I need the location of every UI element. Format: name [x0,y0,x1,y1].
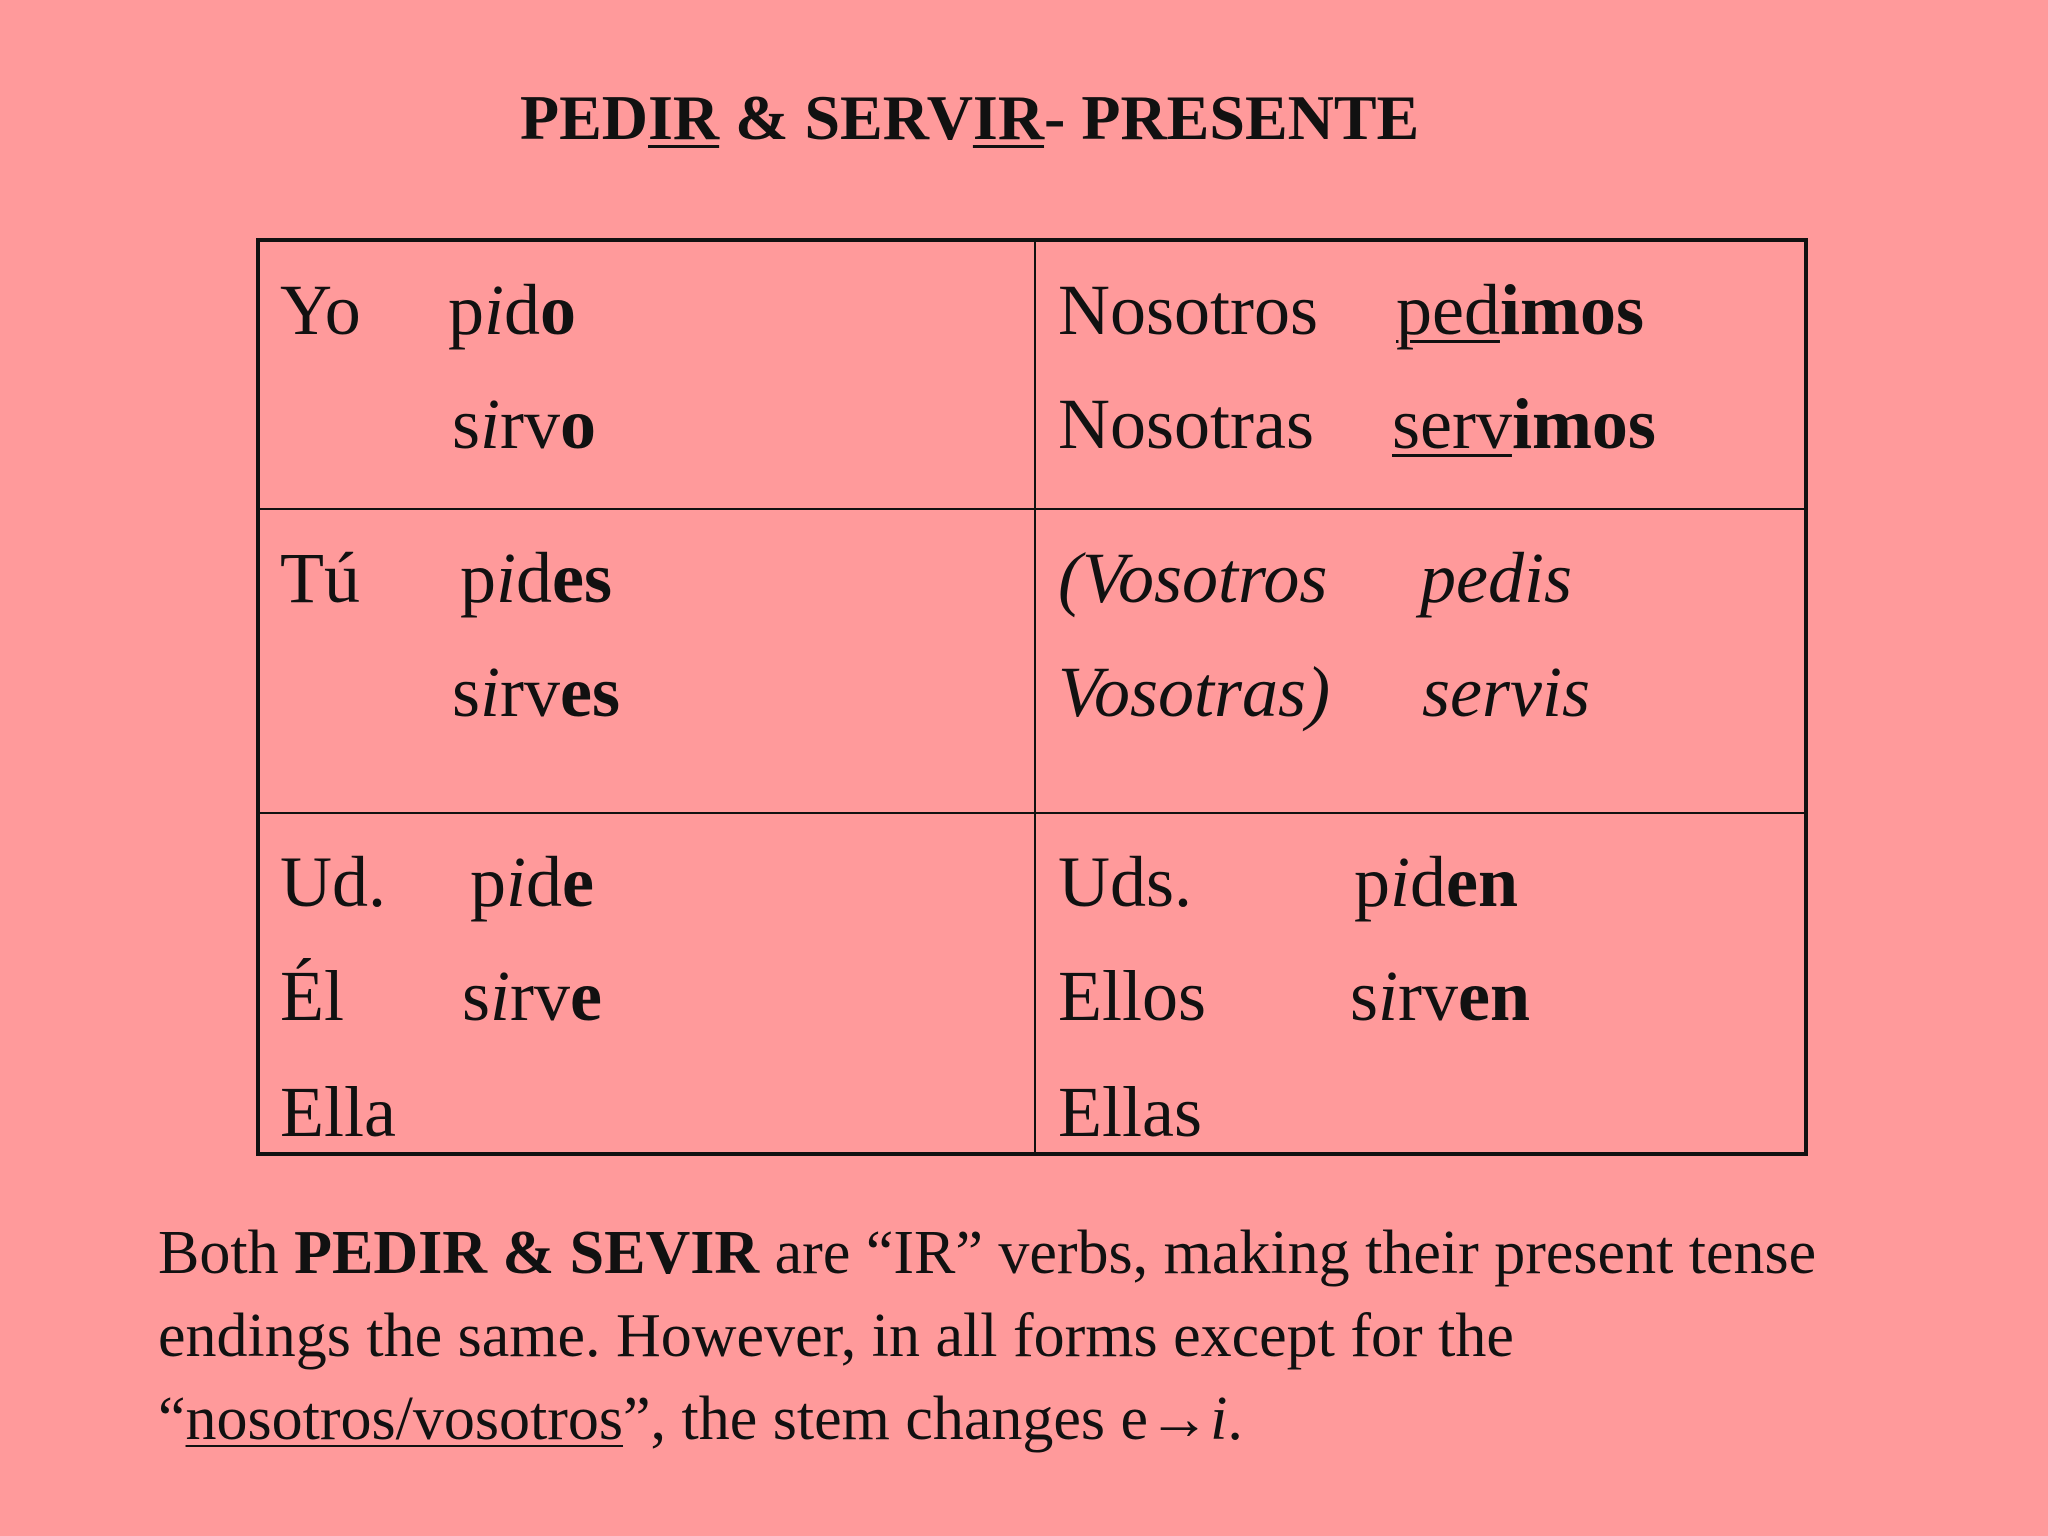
verb-uds-pedir: piden [1354,842,1519,922]
pronoun-ellas: Ellas [1058,1072,1202,1152]
note-underlined-forms: nosotros/vosotros [185,1385,624,1453]
verb-ud-pedir: pide [470,842,594,922]
table-divider-vertical [1034,242,1036,1152]
conjugation-table [256,238,1808,1156]
verb-uds-servir: sirven [1350,956,1531,1036]
slide-title [520,82,1420,153]
verb-nosotros-pedir: pedimos [1396,270,1644,350]
pronoun-uds: Uds. [1058,842,1193,922]
pronoun-nosotras: Nosotras [1058,384,1314,464]
pronoun-yo: Yo [280,270,361,350]
table-divider-row-1 [260,508,1804,510]
verb-ud-servir: sirve [462,956,602,1036]
title-ending-ir-2: IR [972,82,1045,153]
verb-yo-servir: sirvo [452,384,597,464]
verb-tu-pedir: pides [460,538,612,618]
pronoun-ella: Ella [280,1072,396,1152]
title-text-presente: - PRESENTE [1044,82,1420,153]
pronoun-ellos: Ellos [1058,956,1207,1036]
title-text-serv: & SERV [719,82,973,153]
pronoun-nosotros: Nosotros [1058,270,1319,350]
arrow-right-icon: → [1148,1385,1211,1453]
verb-vosotros-pedir: pedis [1420,538,1572,618]
verb-nosotros-servir: servimos [1392,384,1656,464]
table-divider-row-2 [260,812,1804,814]
title-text-ped: PED [520,82,648,153]
verb-vosotros-servir: servis [1422,652,1590,732]
note-verbs-bold: PEDIR & SEVIR [294,1219,760,1287]
title-ending-ir-1: IR [648,82,720,153]
explanation-note: Both PEDIR & SEVIR are “IR” verbs, making their present tense endings the same. However, in all forms except for the “nosotros/vosotros”, the stem changes e→i. [158,1219,1817,1453]
pronoun-el: Él [280,956,344,1036]
verb-yo-pedir: pido [448,270,577,350]
pronoun-tu: Tú [280,538,360,618]
pronoun-vosotros: (Vosotros [1058,538,1328,618]
pronoun-ud: Ud. [280,842,386,922]
verb-tu-servir: sirves [452,652,621,732]
pronoun-vosotras: Vosotras) [1058,652,1331,732]
